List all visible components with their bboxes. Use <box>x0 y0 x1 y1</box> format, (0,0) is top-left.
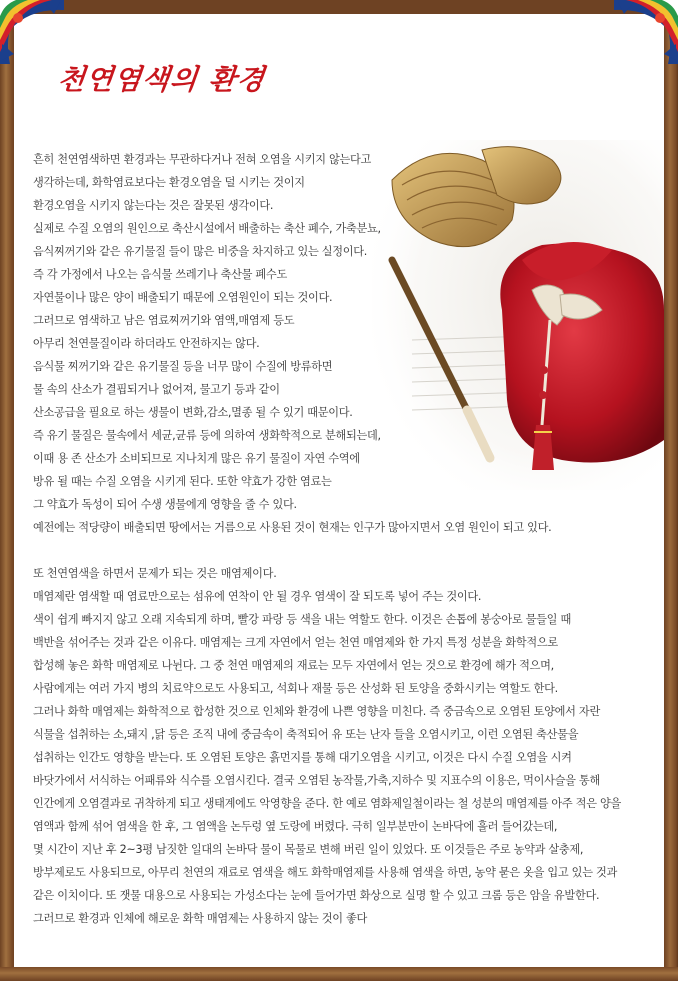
paragraph-line: 염액과 함께 섞어 염색을 한 후, 그 염액을 논두렁 옆 도랑에 버렸다. 극히 일부분만이 논바닥에 흘러 들어갔는데, <box>33 820 558 833</box>
paragraph-line: 즉 유기 물질은 물속에서 세균,균류 등에 의하여 생화학적으로 분해되는데, <box>33 429 381 442</box>
paragraph-spacer <box>33 539 653 562</box>
paragraph-line: 그 약효가 독성이 되어 수생 생물에게 영향을 줄 수 있다. <box>33 498 297 511</box>
paragraph-line: 색이 쉽게 빠지지 않고 오래 지속되게 하며, 빨강 파랑 등 색을 내는 역할도 한다. 이것은 손톱에 봉숭아로 물들일 때 <box>33 613 571 626</box>
paragraph-line: 바닷가에서 서식하는 어패류와 식수를 오염시킨다. 결국 오염된 농작물,가축,지하수 및 지표수의 이용은, 먹이사슬을 통해 <box>33 774 600 787</box>
paragraph-line: 자연물이나 많은 양이 배출되기 때문에 오염원인이 되는 것이다. <box>33 291 333 304</box>
paragraph-line: 음식물 찌꺼기와 같은 유기물질 등을 너무 많이 수질에 방류하면 <box>33 360 333 373</box>
paragraph-line: 그러므로 환경과 인체에 해로운 화학 매염제는 사용하지 않는 것이 좋다 <box>33 912 368 925</box>
paragraph-line: 백반을 섞어주는 것과 같은 이유다. 매염제는 크게 자연에서 얻는 천연 매염제와 한 가지 특정 성분을 화학적으로 <box>33 636 558 649</box>
paragraph-line: 몇 시간이 지난 후 2~3평 남짓한 일대의 논바닥 물이 목물로 변해 버린 일이 있었다. 또 이것들은 주로 농약과 살충제, <box>33 843 584 856</box>
paragraph-line: 생각하는데, 화학염료보다는 환경오염을 덜 시키는 것이지 <box>33 176 305 189</box>
article-body <box>33 148 653 930</box>
paragraph-line: 또 천연염색을 하면서 문제가 되는 것은 매염제이다. <box>33 567 277 580</box>
paragraph-line: 방부제로도 사용되므로, 아무리 천연의 재료로 염색을 해도 화학매염제를 사용해 염색을 하면, 농약 묻은 옷을 입고 있는 것과 <box>33 866 617 879</box>
paragraph-line: 그러나 화학 매염제는 화학적으로 합성한 것으로 인체와 환경에 나쁜 영향을 미친다. 즉 중금속으로 오염된 토양에서 자란 <box>33 705 600 718</box>
paragraph-line: 사람에게는 여러 가지 병의 치료약으로도 사용되고, 석회나 재물 등은 산성화 된 토양을 중화시키는 역할도 한다. <box>33 682 558 695</box>
frame-right-edge <box>664 0 678 981</box>
paragraph-line: 식물을 섭취하는 소,돼지 ,닭 등은 조직 내에 중금속이 축적되어 유 또는 난자 들을 오염시키고, 이런 오염된 축산물을 <box>33 728 579 741</box>
paragraph-line: 실제로 수질 오염의 원인으로 축산시설에서 배출하는 축산 폐수, 가축분뇨, <box>33 222 381 235</box>
paragraph-line: 이때 용 존 산소가 소비되므로 지나치게 많은 유기 물질이 자연 수역에 <box>33 452 360 465</box>
frame-bottom-edge <box>0 967 678 981</box>
paragraph-line: 환경오염을 시키지 않는다는 것은 잘못된 생각이다. <box>33 199 274 212</box>
paragraph-line: 인간에게 오염결과로 귀착하게 되고 생태계에도 악영향을 준다. 한 예로 염화제일철이라는 철 성분의 매염제를 아주 적은 양을 <box>33 797 621 810</box>
paragraph-line: 흔히 천연염색하면 환경과는 무관하다거나 전혀 오염을 시키지 않는다고 <box>33 153 372 166</box>
paragraph-line: 방유 될 때는 수질 오염을 시키게 된다. 또한 약효가 강한 염료는 <box>33 475 332 488</box>
paragraph-line: 산소공급을 필요로 하는 생물이 변화,감소,멸종 될 수 있기 때문이다. <box>33 406 353 419</box>
paragraph-line: 예전에는 적당량이 배출되면 땅에서는 거름으로 사용된 것이 현재는 인구가 많아지면서 오염 원인이 되고 있다. <box>33 521 552 534</box>
paragraph-line: 아무리 천연물질이라 하더라도 안전하지는 않다. <box>33 337 260 350</box>
paragraph-line: 그러므로 염색하고 남은 염료찌꺼기와 염액,매염제 등도 <box>33 314 295 327</box>
paragraph-line: 합성해 놓은 화학 매염제로 나뉜다. 그 중 천연 매염제의 재료는 모두 자연에서 얻는 것으로 환경에 해가 적으며, <box>33 659 554 672</box>
paragraph-line: 음식찌꺼기와 같은 유기물질 들이 많은 비중을 차지하고 있는 실정이다. <box>33 245 368 258</box>
paragraph-line: 섭취하는 인간도 영향을 받는다. 또 오염된 토양은 흙먼지를 통해 대기오염을 시키고, 이것은 다시 수질 오염을 시켜 <box>33 751 572 764</box>
paragraph-line: 즉 각 가정에서 나오는 음식물 쓰레기나 축산물 폐수도 <box>33 268 287 281</box>
korean-pinwheel-ornament-icon <box>0 0 64 64</box>
paragraph-line: 같은 이치이다. 또 잿물 대용으로 사용되는 가성소다는 눈에 들어가면 화상으로 실명 할 수 있고 크롬 등은 암을 유발한다. <box>33 889 600 902</box>
paragraph-line: 물 속의 산소가 결핍되거나 없어져, 물고기 등과 같이 <box>33 383 280 396</box>
korean-pinwheel-ornament-icon <box>614 0 678 64</box>
paragraph-line: 매염제란 염색할 때 염료만으로는 섬유에 연착이 안 될 경우 염색이 잘 되도록 넣어 주는 것이다. <box>33 590 482 603</box>
page-title: 천연염색의 환경 <box>56 63 267 96</box>
